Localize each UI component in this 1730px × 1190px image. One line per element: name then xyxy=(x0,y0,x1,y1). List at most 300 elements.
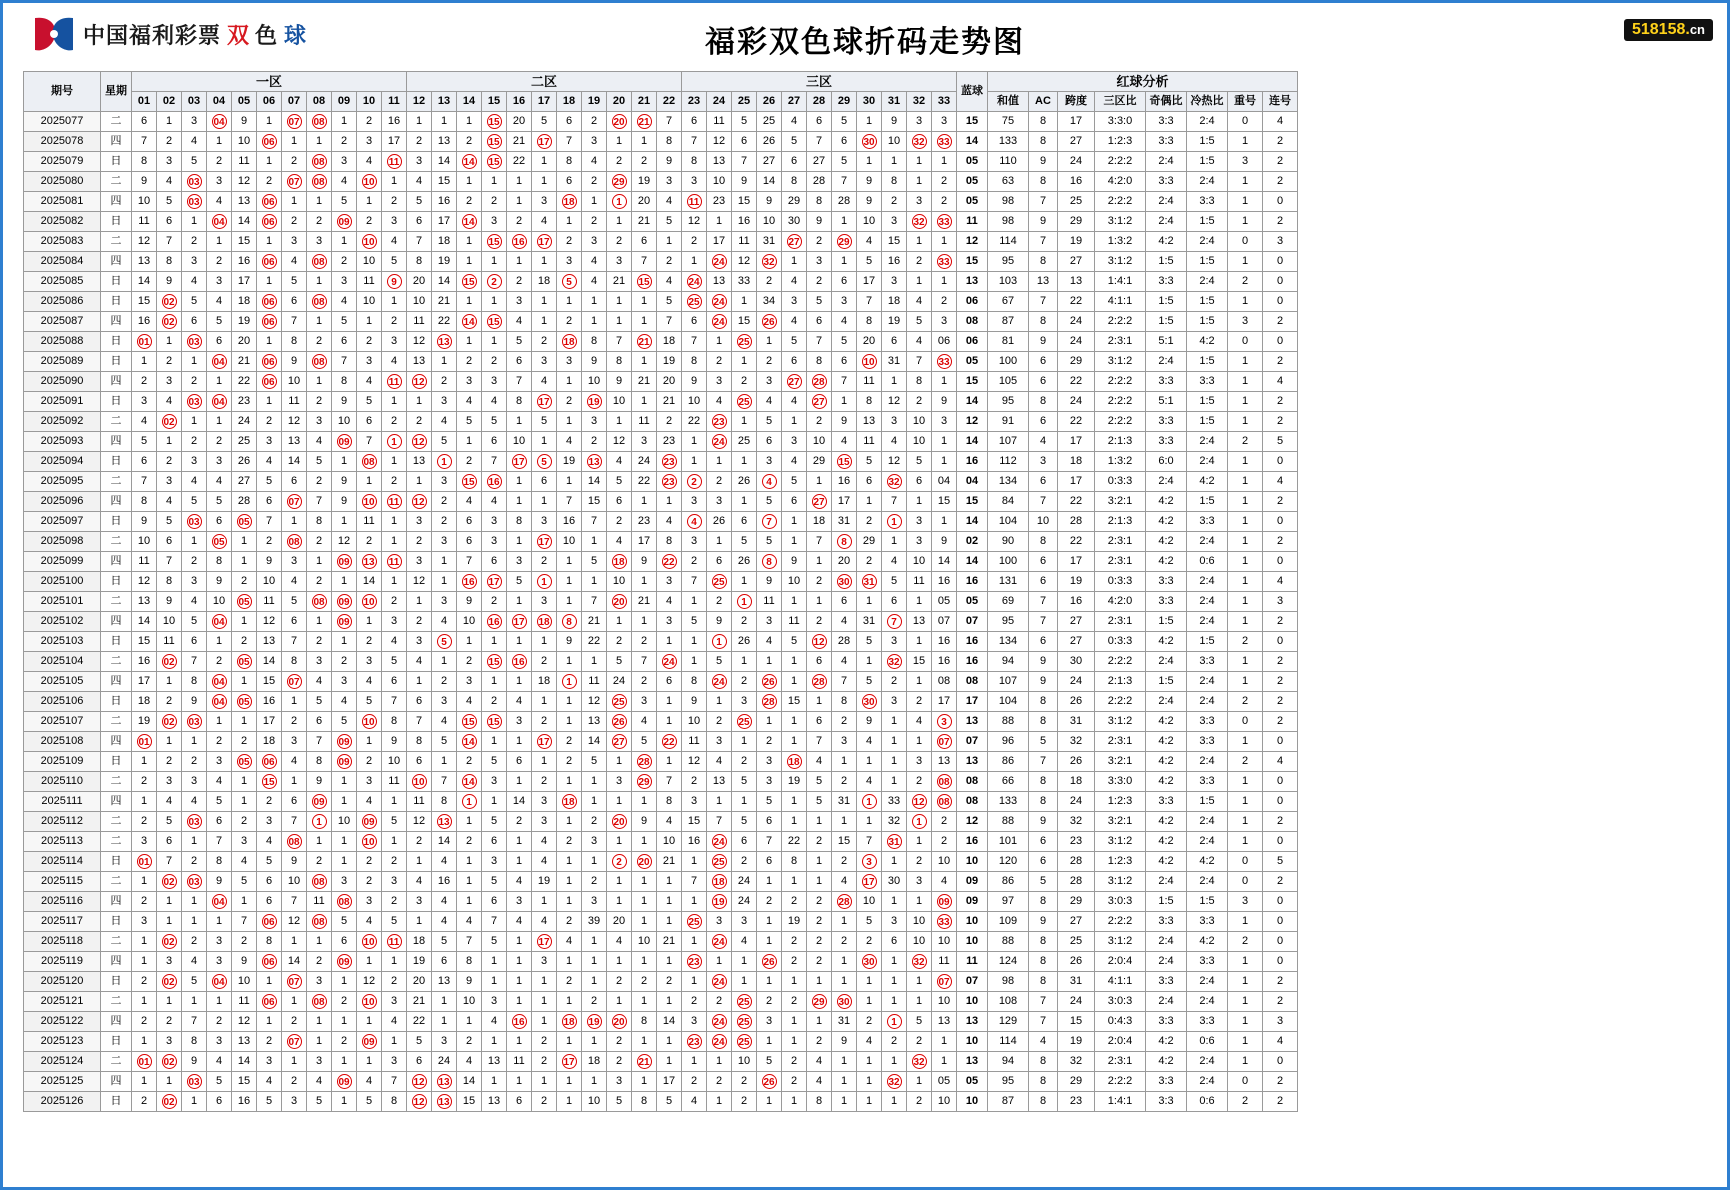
cell-ball-hit xyxy=(407,432,432,452)
cell-ball: 15 xyxy=(732,192,757,212)
cell-ball: 2 xyxy=(857,932,882,952)
cell-issue[interactable]: 2025083 xyxy=(24,232,101,252)
cell-issue[interactable]: 2025079 xyxy=(24,152,101,172)
cell-issue[interactable]: 2025105 xyxy=(24,672,101,692)
table-row[interactable] xyxy=(24,512,1298,532)
cell-ball: 1 xyxy=(882,1052,907,1072)
cell-ball-hit xyxy=(307,992,332,1012)
cell-issue[interactable]: 2025077 xyxy=(24,112,101,132)
ball-circle-icon: 2 xyxy=(487,274,502,289)
table-row[interactable] xyxy=(24,1012,1298,1032)
cell-ln: 0 xyxy=(1263,252,1298,272)
cell-ball: 4 xyxy=(207,1052,232,1072)
cell-ln: 0 xyxy=(1263,332,1298,352)
cell-ball: 1 xyxy=(232,772,257,792)
cell-ball-hit xyxy=(557,1012,582,1032)
cell-ball: 2 xyxy=(182,752,207,772)
ball-circle-icon: 1 xyxy=(387,434,402,449)
cell-ch: 0 xyxy=(1228,332,1263,352)
cell-ball: 3 xyxy=(357,352,382,372)
cell-ball: 12 xyxy=(682,752,707,772)
table-row[interactable] xyxy=(24,412,1298,432)
cell-week: 二 xyxy=(101,832,132,852)
table-row[interactable] xyxy=(24,772,1298,792)
table-row[interactable] xyxy=(24,592,1298,612)
cell-issue[interactable]: 2025088 xyxy=(24,332,101,352)
cell-ball-hit xyxy=(757,312,782,332)
cell-issue[interactable]: 2025114 xyxy=(24,852,101,872)
cell-ball: 2 xyxy=(807,572,832,592)
cell-kd: 32 xyxy=(1058,812,1095,832)
table-row[interactable] xyxy=(24,1032,1298,1052)
cell-ball: 2 xyxy=(907,392,932,412)
table-row[interactable] xyxy=(24,192,1298,212)
cell-ball-hit xyxy=(857,872,882,892)
cell-ball: 13 xyxy=(282,432,307,452)
cell-ball: 1 xyxy=(432,652,457,672)
cell-sq: 2:2:2 xyxy=(1095,312,1146,332)
cell-ball: 12 xyxy=(407,572,432,592)
cell-issue[interactable]: 2025096 xyxy=(24,492,101,512)
cell-ball: 2 xyxy=(782,892,807,912)
cell-ball: 5 xyxy=(757,1052,782,1072)
cell-ball: 19 xyxy=(782,772,807,792)
ball-circle-icon: 23 xyxy=(687,1034,702,1049)
cell-ball-hit xyxy=(582,392,607,412)
cell-issue[interactable]: 2025094 xyxy=(24,452,101,472)
cell-ball: 1 xyxy=(707,692,732,712)
cell-ball: 15 xyxy=(782,692,807,712)
cell-ball: 1 xyxy=(482,632,507,652)
cell-issue[interactable]: 2025102 xyxy=(24,612,101,632)
cell-ball: 3 xyxy=(157,472,182,492)
cell-issue[interactable]: 2025118 xyxy=(24,932,101,952)
table-row[interactable] xyxy=(24,912,1298,932)
cell-ball: 4 xyxy=(607,532,632,552)
cell-issue[interactable]: 2025108 xyxy=(24,732,101,752)
cell-ball-hit xyxy=(832,452,857,472)
ball-circle-icon: 08 xyxy=(312,114,327,129)
cell-ball: 1 xyxy=(782,972,807,992)
cell-ball: 3 xyxy=(757,772,782,792)
table-row[interactable] xyxy=(24,1092,1298,1112)
cell-ln: 0 xyxy=(1263,272,1298,292)
cell-ball: 5 xyxy=(732,772,757,792)
cell-ball: 9 xyxy=(582,352,607,372)
cell-ball: 5 xyxy=(257,852,282,872)
ball-circle-icon: 07 xyxy=(287,174,302,189)
cell-ball: 4 xyxy=(457,1052,482,1072)
cell-ch: 3 xyxy=(1228,312,1263,332)
cell-kd: 27 xyxy=(1058,252,1095,272)
cell-ball: 10 xyxy=(582,372,607,392)
table-row[interactable] xyxy=(24,252,1298,272)
cell-ball: 27 xyxy=(807,152,832,172)
cell-ball-hit xyxy=(282,532,307,552)
cell-ball: 1 xyxy=(257,152,282,172)
cell-issue[interactable]: 2025100 xyxy=(24,572,101,592)
cell-ac: 8 xyxy=(1029,712,1058,732)
cell-ball: 1 xyxy=(607,832,632,852)
cell-ball: 2 xyxy=(532,652,557,672)
cell-ball-hit xyxy=(757,512,782,532)
cell-blue-ball: 08 xyxy=(957,792,988,812)
table-row[interactable] xyxy=(24,272,1298,292)
cell-ball: 2 xyxy=(832,932,857,952)
cell-issue[interactable]: 2025091 xyxy=(24,392,101,412)
table-row[interactable] xyxy=(24,212,1298,232)
cell-issue[interactable]: 2025086 xyxy=(24,292,101,312)
cell-ball: 1 xyxy=(932,1052,957,1072)
cell-ball: 3 xyxy=(157,952,182,972)
table-row[interactable] xyxy=(24,652,1298,672)
cell-ball-hit xyxy=(182,812,207,832)
table-row[interactable] xyxy=(24,852,1298,872)
cell-ball: 6 xyxy=(407,692,432,712)
cell-ball: 7 xyxy=(407,232,432,252)
cell-jo: 2:4 xyxy=(1146,152,1187,172)
table-row[interactable] xyxy=(24,572,1298,592)
ball-circle-icon: 02 xyxy=(162,714,177,729)
ball-circle-icon: 07 xyxy=(937,974,952,989)
cell-ball: 4 xyxy=(782,272,807,292)
cell-ball-hit xyxy=(307,592,332,612)
cell-ball-hit xyxy=(757,472,782,492)
cell-ball: 5 xyxy=(457,412,482,432)
table-row[interactable] xyxy=(24,112,1298,132)
table-row[interactable] xyxy=(24,932,1298,952)
col-header-kd: 跨度 xyxy=(1058,92,1095,112)
table-row[interactable] xyxy=(24,972,1298,992)
table-row[interactable] xyxy=(24,712,1298,732)
cell-ball: 1 xyxy=(307,312,332,332)
cell-ball-hit xyxy=(357,172,382,192)
cell-issue[interactable]: 2025115 xyxy=(24,872,101,892)
cell-issue[interactable]: 2025101 xyxy=(24,592,101,612)
cell-ball: 25 xyxy=(232,432,257,452)
table-row[interactable] xyxy=(24,892,1298,912)
cell-ball: 6 xyxy=(682,312,707,332)
cell-he: 91 xyxy=(988,412,1029,432)
table-row[interactable] xyxy=(24,832,1298,852)
table-row[interactable] xyxy=(24,232,1298,252)
cell-issue[interactable]: 2025119 xyxy=(24,952,101,972)
cell-ball: 3 xyxy=(532,812,557,832)
ball-circle-icon: 10 xyxy=(362,174,377,189)
cell-issue[interactable]: 2025089 xyxy=(24,352,101,372)
cell-ball: 2 xyxy=(182,432,207,452)
cell-issue[interactable]: 2025117 xyxy=(24,912,101,932)
cell-issue[interactable]: 2025124 xyxy=(24,1052,101,1072)
cell-blue-ball: 10 xyxy=(957,852,988,872)
table-row[interactable] xyxy=(24,352,1298,372)
table-row[interactable] xyxy=(24,1052,1298,1072)
cell-ball: 2 xyxy=(907,772,932,792)
cell-issue[interactable]: 2025095 xyxy=(24,472,101,492)
ball-circle-icon: 8 xyxy=(562,614,577,629)
cell-issue[interactable]: 2025104 xyxy=(24,652,101,672)
table-row[interactable] xyxy=(24,452,1298,472)
table-row[interactable] xyxy=(24,812,1298,832)
cell-issue[interactable]: 2025099 xyxy=(24,552,101,572)
cell-ball: 7 xyxy=(282,312,307,332)
cell-ball-hit xyxy=(757,952,782,972)
cell-ball: 2 xyxy=(457,752,482,772)
cell-ball: 2 xyxy=(882,672,907,692)
ball-circle-icon: 10 xyxy=(362,714,377,729)
cell-ball: 4 xyxy=(382,232,407,252)
cell-ball: 2 xyxy=(307,532,332,552)
cell-ball: 1 xyxy=(932,272,957,292)
cell-ball-hit xyxy=(857,852,882,872)
cell-ball: 4 xyxy=(532,852,557,872)
cell-ball: 2 xyxy=(257,1032,282,1052)
table-row[interactable] xyxy=(24,392,1298,412)
cell-ball-hit xyxy=(832,232,857,252)
cell-ball: 9 xyxy=(332,392,357,412)
cell-ball-hit xyxy=(507,452,532,472)
cell-ball: 8 xyxy=(582,332,607,352)
cell-ball: 8 xyxy=(282,332,307,352)
cell-ball: 1 xyxy=(507,632,532,652)
cell-ball: 9 xyxy=(832,412,857,432)
cell-he: 69 xyxy=(988,592,1029,612)
cell-issue[interactable]: 2025078 xyxy=(24,132,101,152)
cell-ball-hit xyxy=(682,272,707,292)
cell-ball: 1 xyxy=(507,172,532,192)
cell-ball-hit xyxy=(457,792,482,812)
cell-issue[interactable]: 2025116 xyxy=(24,892,101,912)
cell-ball: 18 xyxy=(582,1052,607,1072)
cell-ball: 1 xyxy=(807,812,832,832)
table-row[interactable] xyxy=(24,612,1298,632)
cell-ball: 1 xyxy=(882,732,907,752)
cell-ball: 1 xyxy=(432,1012,457,1032)
cell-ball: 3 xyxy=(432,392,457,412)
cell-ball: 3 xyxy=(607,772,632,792)
cell-ball: 12 xyxy=(607,432,632,452)
cell-ball: 2 xyxy=(532,1092,557,1112)
cell-ball-hit xyxy=(707,572,732,592)
ball-circle-icon: 15 xyxy=(462,274,477,289)
table-row[interactable] xyxy=(24,672,1298,692)
cell-ball: 1 xyxy=(332,1012,357,1032)
cell-ball: 6 xyxy=(882,592,907,612)
cell-issue[interactable]: 2025087 xyxy=(24,312,101,332)
cell-ball: 6 xyxy=(857,472,882,492)
cell-issue[interactable]: 2025080 xyxy=(24,172,101,192)
cell-ball: 4 xyxy=(432,612,457,632)
cell-ball: 6 xyxy=(157,532,182,552)
cell-issue[interactable]: 2025113 xyxy=(24,832,101,852)
cell-ball: 2 xyxy=(582,872,607,892)
col-header-jo: 奇偶比 xyxy=(1146,92,1187,112)
cell-ball: 3 xyxy=(757,752,782,772)
cell-ball: 1 xyxy=(857,1072,882,1092)
cell-ball: 2 xyxy=(682,552,707,572)
cell-ball: 1 xyxy=(482,252,507,272)
cell-ln: 2 xyxy=(1263,692,1298,712)
cell-ball: 18 xyxy=(232,292,257,312)
ball-circle-icon: 16 xyxy=(512,654,527,669)
table-row[interactable] xyxy=(24,632,1298,652)
cell-issue[interactable]: 2025109 xyxy=(24,752,101,772)
cell-ball-hit xyxy=(307,152,332,172)
cell-ball-hit xyxy=(382,152,407,172)
table-row[interactable] xyxy=(24,1072,1298,1092)
table-row[interactable] xyxy=(24,992,1298,1012)
ball-circle-icon: 08 xyxy=(362,454,377,469)
cell-issue[interactable]: 2025093 xyxy=(24,432,101,452)
cell-ball: 7 xyxy=(307,492,332,512)
cell-ball: 21 xyxy=(657,392,682,412)
table-row[interactable] xyxy=(24,372,1298,392)
cell-ball-hit xyxy=(307,912,332,932)
cell-week: 四 xyxy=(101,432,132,452)
cell-ball: 7 xyxy=(482,912,507,932)
cell-ball: 1 xyxy=(632,312,657,332)
cell-ball: 29 xyxy=(807,452,832,472)
cell-ball: 10 xyxy=(557,532,582,552)
cell-issue[interactable]: 2025097 xyxy=(24,512,101,532)
cell-ball: 1 xyxy=(407,592,432,612)
cell-ball: 3 xyxy=(557,252,582,272)
cell-issue[interactable]: 2025125 xyxy=(24,1072,101,1092)
cell-ball: 5 xyxy=(207,792,232,812)
cell-lr: 4:2 xyxy=(1187,932,1228,952)
cell-ball-hit xyxy=(382,272,407,292)
cell-ball: 2 xyxy=(632,972,657,992)
cell-ball-hit xyxy=(907,132,932,152)
cell-blue-ball: 07 xyxy=(957,612,988,632)
cell-ball: 5 xyxy=(732,532,757,552)
table-row[interactable] xyxy=(24,532,1298,552)
cell-ball: 6 xyxy=(807,312,832,332)
cell-issue[interactable]: 2025111 xyxy=(24,792,101,812)
table-row[interactable] xyxy=(24,952,1298,972)
cell-ball: 8 xyxy=(607,352,632,372)
table-row[interactable] xyxy=(24,472,1298,492)
cell-issue[interactable]: 2025107 xyxy=(24,712,101,732)
table-row[interactable] xyxy=(24,692,1298,712)
ball-circle-icon: 07 xyxy=(287,114,302,129)
ball-circle-icon: 09 xyxy=(337,954,352,969)
ball-circle-icon: 12 xyxy=(412,374,427,389)
cell-ball: 2 xyxy=(807,612,832,632)
cell-ball: 4 xyxy=(457,692,482,712)
cell-issue[interactable]: 2025098 xyxy=(24,532,101,552)
cell-ln: 2 xyxy=(1263,492,1298,512)
cell-jo: 2:4 xyxy=(1146,692,1187,712)
cell-ac: 8 xyxy=(1029,532,1058,552)
cell-jo: 3:3 xyxy=(1146,1012,1187,1032)
cell-ball: 04 xyxy=(932,472,957,492)
col-header-ball-23: 23 xyxy=(682,92,707,112)
cell-ball: 2 xyxy=(382,472,407,492)
cell-ball: 8 xyxy=(857,392,882,412)
cell-ball: 1 xyxy=(632,872,657,892)
cell-ball: 21 xyxy=(582,612,607,632)
table-row[interactable] xyxy=(24,792,1298,812)
ball-circle-icon: 18 xyxy=(712,874,727,889)
table-row[interactable] xyxy=(24,752,1298,772)
cell-ball: 3 xyxy=(182,452,207,472)
table-row[interactable] xyxy=(24,732,1298,752)
table-row[interactable] xyxy=(24,552,1298,572)
cell-ball: 4 xyxy=(782,452,807,472)
cell-ball: 10 xyxy=(632,932,657,952)
cell-ball: 4 xyxy=(432,852,457,872)
cell-issue[interactable]: 2025126 xyxy=(24,1092,101,1112)
table-row[interactable] xyxy=(24,872,1298,892)
cell-ball: 1 xyxy=(857,992,882,1012)
cell-ball: 26 xyxy=(232,452,257,472)
cell-ball: 7 xyxy=(657,112,682,132)
ball-circle-icon: 06 xyxy=(262,314,277,329)
cell-blue-ball: 13 xyxy=(957,752,988,772)
cell-issue[interactable]: 2025081 xyxy=(24,192,101,212)
cell-issue[interactable]: 2025085 xyxy=(24,272,101,292)
cell-ball-hit xyxy=(132,732,157,752)
cell-ch: 1 xyxy=(1228,612,1263,632)
cell-ball: 14 xyxy=(582,472,607,492)
ball-circle-icon: 08 xyxy=(937,794,952,809)
cell-blue-ball: 02 xyxy=(957,532,988,552)
cell-ball: 9 xyxy=(782,552,807,572)
cell-sq: 2:2:2 xyxy=(1095,1072,1146,1092)
cell-blue-ball: 13 xyxy=(957,272,988,292)
cell-issue[interactable]: 2025082 xyxy=(24,212,101,232)
cell-issue[interactable]: 2025121 xyxy=(24,992,101,1012)
table-row[interactable] xyxy=(24,432,1298,452)
table-row[interactable] xyxy=(24,332,1298,352)
table-row[interactable] xyxy=(24,152,1298,172)
cell-ball: 8 xyxy=(307,512,332,532)
cell-issue[interactable]: 2025084 xyxy=(24,252,101,272)
cell-ball: 5 xyxy=(432,732,457,752)
cell-ball: 1 xyxy=(307,612,332,632)
table-row[interactable] xyxy=(24,172,1298,192)
table-row[interactable] xyxy=(24,292,1298,312)
cell-ball: 2 xyxy=(607,512,632,532)
cell-ball: 3 xyxy=(782,432,807,452)
cell-issue[interactable]: 2025122 xyxy=(24,1012,101,1032)
cell-issue[interactable]: 2025112 xyxy=(24,812,101,832)
table-row[interactable] xyxy=(24,312,1298,332)
cell-ball: 7 xyxy=(257,512,282,532)
cell-issue[interactable]: 2025123 xyxy=(24,1032,101,1052)
table-row[interactable] xyxy=(24,492,1298,512)
cell-issue[interactable]: 2025120 xyxy=(24,972,101,992)
table-row[interactable] xyxy=(24,132,1298,152)
cell-ball: 2 xyxy=(907,252,932,272)
cell-ac: 9 xyxy=(1029,672,1058,692)
cell-ball: 21 xyxy=(632,592,657,612)
cell-he: 104 xyxy=(988,692,1029,712)
cell-ball: 2 xyxy=(382,852,407,872)
cell-ball: 2 xyxy=(332,1032,357,1052)
cell-issue[interactable]: 2025106 xyxy=(24,692,101,712)
cell-issue[interactable]: 2025092 xyxy=(24,412,101,432)
cell-ball: 1 xyxy=(382,512,407,532)
cell-ln: 2 xyxy=(1263,312,1298,332)
cell-issue[interactable]: 2025090 xyxy=(24,372,101,392)
cell-issue[interactable]: 2025103 xyxy=(24,632,101,652)
ball-circle-icon: 24 xyxy=(712,1014,727,1029)
cell-ball: 7 xyxy=(682,332,707,352)
cell-issue[interactable]: 2025110 xyxy=(24,772,101,792)
cell-ball: 5 xyxy=(632,732,657,752)
